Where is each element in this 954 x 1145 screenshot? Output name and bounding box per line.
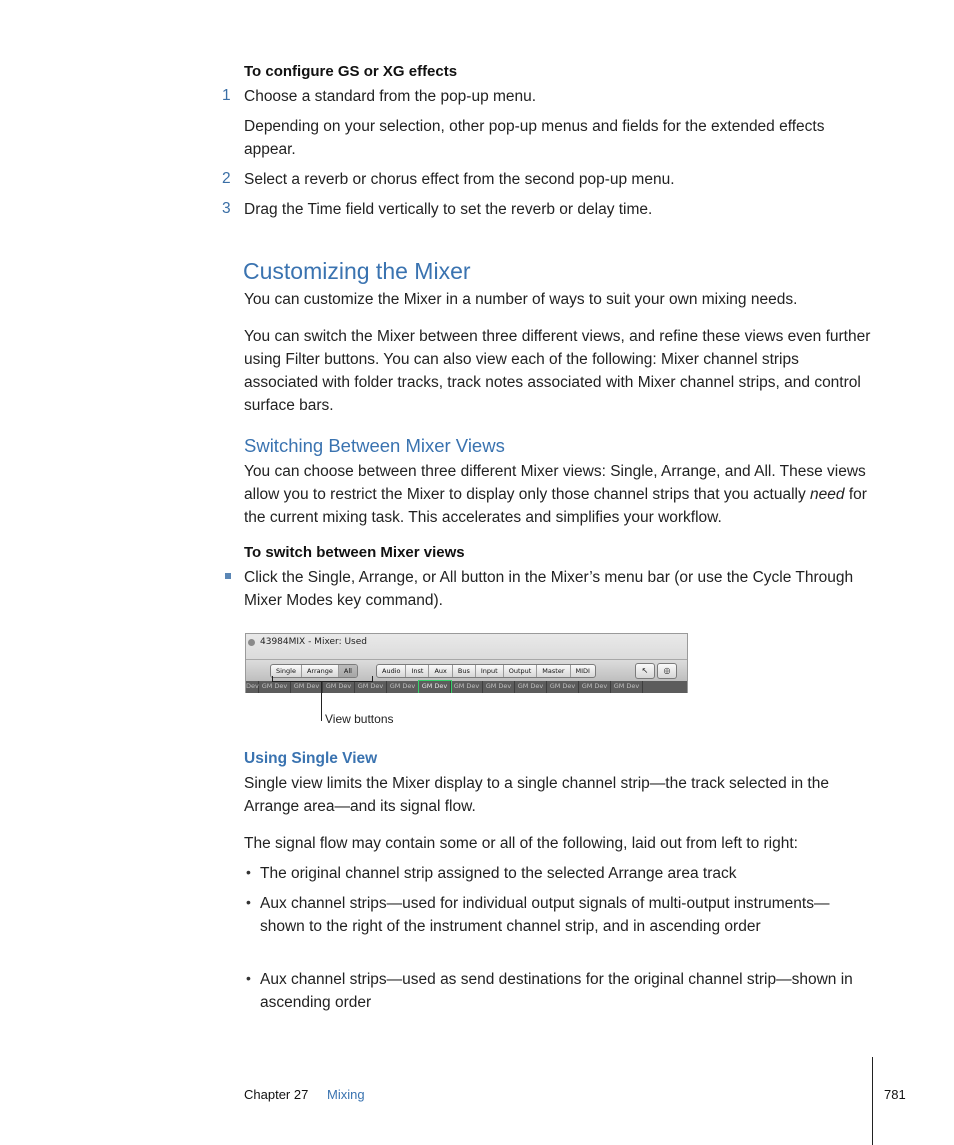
step-text: Select a reverb or chorus effect from the second pop-up menu. bbox=[244, 171, 675, 188]
dial-tool-icon[interactable]: ◎ bbox=[657, 663, 677, 679]
step-text: Choose a standard from the pop-up menu. bbox=[244, 88, 537, 105]
callout-label: View buttons bbox=[325, 712, 394, 726]
square-bullet-icon bbox=[225, 573, 231, 579]
filter-buttons-group bbox=[376, 664, 596, 678]
strip-label: Dev bbox=[246, 681, 259, 693]
list-item: Aux channel strips—used as send destinations for the original channel strip—shown in ascending order bbox=[260, 971, 853, 1011]
step-number: 1 bbox=[222, 87, 231, 104]
single-view-button[interactable]: Single bbox=[271, 665, 302, 677]
filter-inst-button[interactable]: Inst bbox=[406, 665, 429, 677]
window-icon bbox=[248, 639, 255, 646]
filter-bus-button[interactable]: Bus bbox=[453, 665, 476, 677]
filter-midi-button[interactable]: MIDI bbox=[575, 667, 590, 675]
strip-label: GM Dev bbox=[579, 681, 611, 693]
procedure-heading: To switch between Mixer views bbox=[244, 544, 465, 561]
strip-label: GM Dev bbox=[291, 681, 323, 693]
callout-bracket bbox=[272, 676, 373, 682]
step-note: Depending on your selection, other pop-up menus and fields for the extended effects appear. bbox=[244, 118, 825, 158]
subsection-paragraph: You can choose between three different Mixer views: Single, Arrange, and All. These views allow you to restrict the Mixer to display only those channel strips that you actually need for the current mixing task. This accelerates and simplifies your workflow. bbox=[244, 463, 867, 526]
footer-rule bbox=[872, 1057, 873, 1145]
callout-line bbox=[321, 681, 322, 721]
strip-label: GM Dev bbox=[451, 681, 483, 693]
channel-strip-labels bbox=[246, 681, 687, 693]
strip-label: GM Dev bbox=[483, 681, 515, 693]
bullet-dot-icon: • bbox=[246, 864, 251, 880]
footer-chapter: Chapter 27 bbox=[244, 1087, 309, 1102]
strip-label: GM Dev bbox=[355, 681, 387, 693]
strip-label: GM Dev bbox=[515, 681, 547, 693]
subsubsection-paragraph: Single view limits the Mixer display to a single channel strip—the track selected in the Arrange area—and its signal flow. bbox=[244, 775, 829, 815]
pointer-tool-icon[interactable]: ↖ bbox=[635, 663, 655, 679]
page-number: 781 bbox=[884, 1087, 906, 1102]
bullet-text: Click the Single, Arrange, or All button in the Mixer’s menu bar (or use the Cycle Through Mixer Modes key command). bbox=[244, 569, 854, 609]
strip-label: GM Dev bbox=[259, 681, 291, 693]
arrange-view-button[interactable]: Arrange bbox=[302, 665, 339, 677]
filter-audio-button[interactable]: Audio bbox=[377, 665, 406, 677]
strip-label: GM Dev bbox=[323, 681, 355, 693]
filter-aux-button[interactable]: Aux bbox=[429, 665, 452, 677]
bullet-dot-icon: • bbox=[246, 894, 251, 910]
filter-master-button[interactable]: Master bbox=[537, 665, 570, 677]
step-text: Drag the Time field vertically to set the reverb or delay time. bbox=[244, 201, 653, 218]
strip-label: GM Dev bbox=[611, 681, 643, 693]
strip-label: GM Dev bbox=[387, 681, 419, 693]
section-intro: You can customize the Mixer in a number of ways to suit your own mixing needs. bbox=[244, 291, 798, 308]
section-paragraph: You can switch the Mixer between three different views, and refine these views even further using Filter buttons. You can also view each of the following: Mixer channel strips associated with folder tracks, track notes associated with Mixer channel strips, and control surface bars. bbox=[244, 328, 871, 414]
step-number: 2 bbox=[222, 170, 231, 187]
subsubsection-title: Using Single View bbox=[244, 750, 378, 767]
list-item: Aux channel strips—used for individual output signals of multi-output instruments—shown to the right of the instrument channel strip, and in ascending order bbox=[260, 895, 830, 935]
bullet-dot-icon: • bbox=[246, 970, 251, 986]
step-number: 3 bbox=[222, 200, 231, 217]
subsection-title: Switching Between Mixer Views bbox=[244, 435, 505, 456]
all-view-button[interactable]: All bbox=[339, 665, 357, 677]
strip-label: GM Dev bbox=[547, 681, 579, 693]
procedure-heading: To configure GS or XG effects bbox=[244, 63, 458, 80]
subsubsection-paragraph: The signal flow may contain some or all of the following, laid out from left to right: bbox=[244, 835, 798, 852]
footer-chapter-title: Mixing bbox=[327, 1087, 365, 1102]
filter-output-button[interactable]: Output bbox=[504, 665, 538, 677]
filter-input-button[interactable]: Input bbox=[476, 665, 504, 677]
mixer-window-title: 43984MIX - Mixer: Used bbox=[260, 637, 367, 647]
mixer-window-screenshot bbox=[245, 633, 688, 693]
list-item: The original channel strip assigned to the selected Arrange area track bbox=[260, 865, 737, 882]
selected-strip-label: GM Dev bbox=[419, 681, 451, 693]
section-title: Customizing the Mixer bbox=[243, 258, 471, 284]
